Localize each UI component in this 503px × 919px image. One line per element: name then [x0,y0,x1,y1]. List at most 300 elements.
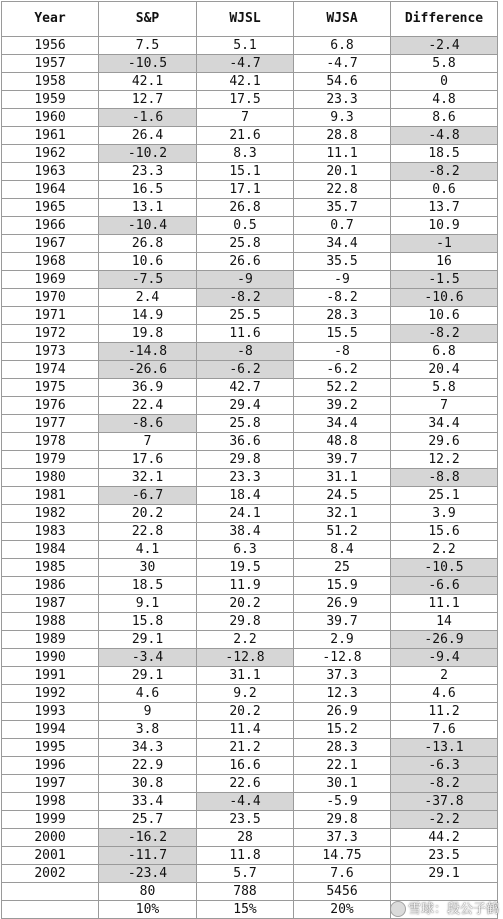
cell-sp: 16.5 [99,181,197,199]
cell-sp: 4.6 [99,685,197,703]
cell-sp: 80 [99,883,197,901]
cell-wjsa: 32.1 [294,505,391,523]
table-row [2,343,498,361]
cell-wjsa: 2.9 [294,631,391,649]
cell-wjsl: 24.1 [197,505,294,523]
cell-wjsl: 36.6 [197,433,294,451]
cell-sp: -10.5 [99,55,197,73]
table-row [2,253,498,271]
cell-year: 1986 [2,577,99,595]
cell-wjsl: 25.8 [197,415,294,433]
cell-difference: -2.2 [391,811,498,829]
cell-difference: 34.4 [391,415,498,433]
cell-wjsa: 28.3 [294,739,391,757]
header-year: Year [2,2,99,37]
cell-year: 1994 [2,721,99,739]
cell-wjsa: 52.2 [294,379,391,397]
table-row [2,505,498,523]
cell-wjsa: 25 [294,559,391,577]
cell-wjsl: -8 [197,343,294,361]
cell-year: 1977 [2,415,99,433]
cell-wjsa: 15.5 [294,325,391,343]
table-row [2,649,498,667]
cell-difference: 2 [391,667,498,685]
cell-year: 1968 [2,253,99,271]
cell-wjsa: -12.8 [294,649,391,667]
table-row [2,523,498,541]
cell-difference: -1.5 [391,271,498,289]
cell-sp: 15.8 [99,613,197,631]
cell-difference: 16 [391,253,498,271]
table-row [2,595,498,613]
cell-wjsl: 11.4 [197,721,294,739]
cell-wjsl: 20.2 [197,703,294,721]
cell-wjsl: 20.2 [197,595,294,613]
cell-wjsa: 23.3 [294,91,391,109]
cell-sp: 2.4 [99,289,197,307]
cell-sp: 32.1 [99,469,197,487]
cell-wjsl: 23.5 [197,811,294,829]
cell-sp: 42.1 [99,73,197,91]
cell-wjsl: 17.1 [197,181,294,199]
cell-sp: 22.9 [99,757,197,775]
table-row [2,469,498,487]
cell-sp: 36.9 [99,379,197,397]
header-wjsl: WJSL [197,2,294,37]
cell-sp: -7.5 [99,271,197,289]
cell-sp: -26.6 [99,361,197,379]
header-difference: Difference [391,2,498,37]
cell-wjsa: 15.2 [294,721,391,739]
cell-wjsl: 42.7 [197,379,294,397]
cell-sp: 26.8 [99,235,197,253]
cell-year: 2001 [2,847,99,865]
header-wjsa: WJSA [294,2,391,37]
cell-sp: 18.5 [99,577,197,595]
cell-wjsa: 20% [294,901,391,919]
cell-wjsa: 35.5 [294,253,391,271]
cell-wjsa: 39.2 [294,397,391,415]
cell-wjsl: 5.7 [197,865,294,883]
cell-year [2,901,99,919]
cell-year: 1991 [2,667,99,685]
cell-wjsl: 29.4 [197,397,294,415]
cell-difference: 11.1 [391,595,498,613]
cell-sp: 17.6 [99,451,197,469]
cell-difference: 3.9 [391,505,498,523]
cell-wjsa: 22.8 [294,181,391,199]
cell-wjsa: 8.4 [294,541,391,559]
cell-year: 1987 [2,595,99,613]
cell-wjsl: 11.9 [197,577,294,595]
cell-difference: -10.6 [391,289,498,307]
cell-sp: -23.4 [99,865,197,883]
cell-difference: 14 [391,613,498,631]
cell-wjsa: -8 [294,343,391,361]
cell-wjsl: -4.4 [197,793,294,811]
cell-sp: 33.4 [99,793,197,811]
table-row [2,577,498,595]
table-row [2,415,498,433]
cell-wjsl: -8.2 [197,289,294,307]
cell-difference: 4.6 [391,685,498,703]
cell-sp: 10.6 [99,253,197,271]
cell-sp: -11.7 [99,847,197,865]
cell-sp: 4.1 [99,541,197,559]
cell-year: 1975 [2,379,99,397]
table-row [2,631,498,649]
cell-wjsa: 14.75 [294,847,391,865]
cell-difference: -8.2 [391,325,498,343]
cell-wjsl: 28 [197,829,294,847]
cell-difference: 23.5 [391,847,498,865]
cell-wjsl: -12.8 [197,649,294,667]
cell-sp: -3.4 [99,649,197,667]
cell-wjsa: 39.7 [294,613,391,631]
table-row [2,91,498,109]
cell-wjsl: 42.1 [197,73,294,91]
cell-year: 1992 [2,685,99,703]
cell-wjsa: 26.9 [294,703,391,721]
cell-sp: 12.7 [99,91,197,109]
cell-difference: -8.2 [391,775,498,793]
table-row [2,703,498,721]
cell-wjsl: 11.6 [197,325,294,343]
cell-sp: 9.1 [99,595,197,613]
cell-year: 1993 [2,703,99,721]
cell-year: 1972 [2,325,99,343]
cell-wjsl: 8.3 [197,145,294,163]
cell-difference: 10.9 [391,217,498,235]
cell-wjsa: 37.3 [294,829,391,847]
table-row [2,109,498,127]
cell-wjsl: 16.6 [197,757,294,775]
table-row [2,721,498,739]
cell-difference: 44.2 [391,829,498,847]
cell-difference: 7 [391,397,498,415]
cell-year: 1970 [2,289,99,307]
table-row [2,217,498,235]
cell-wjsl: 11.8 [197,847,294,865]
cell-wjsa: 28.3 [294,307,391,325]
cell-difference: -10.5 [391,559,498,577]
cell-wjsa: 28.8 [294,127,391,145]
cell-difference: 15.6 [391,523,498,541]
cell-wjsa: 24.5 [294,487,391,505]
cell-wjsl: 788 [197,883,294,901]
cell-wjsl: 29.8 [197,613,294,631]
cell-difference: 13.7 [391,199,498,217]
cell-wjsl: 18.4 [197,487,294,505]
cell-difference: 5.8 [391,379,498,397]
cell-year: 1967 [2,235,99,253]
cell-year: 1973 [2,343,99,361]
cell-year: 1966 [2,217,99,235]
cell-sp: -6.7 [99,487,197,505]
cell-wjsa: -9 [294,271,391,289]
header-sp: S&P [99,2,197,37]
cell-difference: 25.1 [391,487,498,505]
cell-wjsl: -6.2 [197,361,294,379]
cell-wjsa: -5.9 [294,793,391,811]
cell-year: 1976 [2,397,99,415]
cell-year: 2000 [2,829,99,847]
cell-difference: 29.6 [391,433,498,451]
cell-difference: 12.2 [391,451,498,469]
table-row [2,793,498,811]
cell-wjsl: 5.1 [197,37,294,55]
cell-year: 1974 [2,361,99,379]
cell-wjsl: 9.2 [197,685,294,703]
cell-year: 1982 [2,505,99,523]
cell-wjsa: 15.9 [294,577,391,595]
table-row [2,829,498,847]
cell-difference: 0 [391,73,498,91]
cell-year: 1980 [2,469,99,487]
cell-year: 1989 [2,631,99,649]
cell-sp: 13.1 [99,199,197,217]
table-row [2,127,498,145]
cell-wjsl: 31.1 [197,667,294,685]
table-row [2,757,498,775]
watermark [390,898,499,918]
cell-wjsa: 35.7 [294,199,391,217]
cell-wjsl: 29.8 [197,451,294,469]
cell-year: 1978 [2,433,99,451]
cell-wjsa: 22.1 [294,757,391,775]
cell-sp: 20.2 [99,505,197,523]
table-row [2,73,498,91]
cell-sp: 7 [99,433,197,451]
cell-wjsa: 37.3 [294,667,391,685]
cell-sp: 30.8 [99,775,197,793]
cell-wjsa: 5456 [294,883,391,901]
table-row [2,307,498,325]
cell-sp: 10% [99,901,197,919]
table-row [2,613,498,631]
cell-difference: 8.6 [391,109,498,127]
table-row [2,865,498,883]
cell-year [2,883,99,901]
cell-wjsa: 48.8 [294,433,391,451]
cell-wjsl: 26.6 [197,253,294,271]
cell-wjsa: 39.7 [294,451,391,469]
cell-sp: 23.3 [99,163,197,181]
cell-sp: 19.8 [99,325,197,343]
cell-sp: 22.4 [99,397,197,415]
watermark-text: 雪球：段公子鹤 [407,901,499,917]
snowball-logo-icon [390,901,406,917]
cell-wjsa: 31.1 [294,469,391,487]
table-row [2,685,498,703]
cell-year: 1983 [2,523,99,541]
cell-difference: 29.1 [391,865,498,883]
cell-difference: -6.6 [391,577,498,595]
cell-wjsa: 20.1 [294,163,391,181]
table-row [2,37,498,55]
returns-table [1,1,498,919]
cell-year: 1996 [2,757,99,775]
cell-sp: 14.9 [99,307,197,325]
cell-wjsa: 34.4 [294,235,391,253]
cell-year: 1964 [2,181,99,199]
cell-wjsl: 2.2 [197,631,294,649]
cell-sp: -8.6 [99,415,197,433]
cell-year: 1958 [2,73,99,91]
cell-difference: -6.3 [391,757,498,775]
cell-wjsl: 6.3 [197,541,294,559]
cell-sp: 9 [99,703,197,721]
table-row [2,667,498,685]
cell-year: 1979 [2,451,99,469]
table-row [2,811,498,829]
cell-wjsl: 25.8 [197,235,294,253]
cell-wjsa: -4.7 [294,55,391,73]
cell-wjsl: 38.4 [197,523,294,541]
cell-wjsa: 6.8 [294,37,391,55]
cell-difference: -8.8 [391,469,498,487]
cell-wjsa: -6.2 [294,361,391,379]
cell-difference: 4.8 [391,91,498,109]
cell-wjsl: 7 [197,109,294,127]
cell-sp: 7.5 [99,37,197,55]
cell-wjsl: 23.3 [197,469,294,487]
table-row [2,145,498,163]
cell-wjsl: 25.5 [197,307,294,325]
cell-wjsl: 15% [197,901,294,919]
cell-sp: 30 [99,559,197,577]
cell-wjsa: 51.2 [294,523,391,541]
cell-difference: -26.9 [391,631,498,649]
cell-year: 1981 [2,487,99,505]
cell-difference: 2.2 [391,541,498,559]
cell-year: 1998 [2,793,99,811]
cell-sp: 25.7 [99,811,197,829]
cell-wjsa: -8.2 [294,289,391,307]
cell-sp: 3.8 [99,721,197,739]
cell-difference: 18.5 [391,145,498,163]
header-row [2,2,498,37]
cell-sp: 29.1 [99,667,197,685]
cell-year: 1990 [2,649,99,667]
cell-wjsl: 17.5 [197,91,294,109]
cell-year: 1995 [2,739,99,757]
cell-sp: 34.3 [99,739,197,757]
cell-wjsl: 15.1 [197,163,294,181]
cell-sp: 22.8 [99,523,197,541]
cell-year: 1959 [2,91,99,109]
cell-wjsa: 7.6 [294,865,391,883]
cell-wjsl: -9 [197,271,294,289]
cell-difference: 20.4 [391,361,498,379]
cell-year: 1985 [2,559,99,577]
cell-wjsl: 26.8 [197,199,294,217]
cell-year: 1984 [2,541,99,559]
cell-sp: -10.2 [99,145,197,163]
cell-wjsl: 21.2 [197,739,294,757]
cell-wjsa: 29.8 [294,811,391,829]
cell-sp: -16.2 [99,829,197,847]
table-row [2,235,498,253]
cell-year: 1956 [2,37,99,55]
cell-difference: -8.2 [391,163,498,181]
cell-wjsl: 21.6 [197,127,294,145]
table-row [2,199,498,217]
cell-difference: -13.1 [391,739,498,757]
cell-sp: -14.8 [99,343,197,361]
table-row [2,361,498,379]
cell-difference: -1 [391,235,498,253]
cell-sp: -1.6 [99,109,197,127]
cell-wjsa: 30.1 [294,775,391,793]
cell-wjsa: 9.3 [294,109,391,127]
cell-year: 2002 [2,865,99,883]
cell-year: 1999 [2,811,99,829]
cell-wjsa: 11.1 [294,145,391,163]
table-row [2,847,498,865]
cell-wjsa: 54.6 [294,73,391,91]
cell-difference: 6.8 [391,343,498,361]
cell-year: 1965 [2,199,99,217]
cell-difference: 11.2 [391,703,498,721]
table-row [2,775,498,793]
cell-wjsa: 0.7 [294,217,391,235]
table-body [2,37,498,919]
cell-difference: -2.4 [391,37,498,55]
table-row [2,325,498,343]
cell-difference: 0.6 [391,181,498,199]
table-row [2,541,498,559]
cell-sp: 29.1 [99,631,197,649]
cell-year: 1988 [2,613,99,631]
cell-difference: 7.6 [391,721,498,739]
cell-year: 1963 [2,163,99,181]
table-row [2,487,498,505]
cell-wjsl: 0.5 [197,217,294,235]
cell-sp: -10.4 [99,217,197,235]
table-row [2,289,498,307]
cell-year: 1997 [2,775,99,793]
cell-wjsl: -4.7 [197,55,294,73]
cell-wjsl: 19.5 [197,559,294,577]
cell-sp: 26.4 [99,127,197,145]
table-row [2,163,498,181]
cell-wjsa: 34.4 [294,415,391,433]
cell-year: 1969 [2,271,99,289]
cell-year: 1971 [2,307,99,325]
table-row [2,559,498,577]
cell-wjsa: 12.3 [294,685,391,703]
cell-wjsl: 22.6 [197,775,294,793]
cell-difference: -37.8 [391,793,498,811]
table-row [2,181,498,199]
table-row [2,397,498,415]
table-row [2,451,498,469]
cell-year: 1957 [2,55,99,73]
cell-difference: 5.8 [391,55,498,73]
table-row [2,55,498,73]
cell-year: 1961 [2,127,99,145]
cell-difference: 10.6 [391,307,498,325]
cell-difference: -9.4 [391,649,498,667]
cell-year: 1962 [2,145,99,163]
cell-wjsa: 26.9 [294,595,391,613]
table-row [2,433,498,451]
table-row [2,739,498,757]
cell-year: 1960 [2,109,99,127]
table-row [2,379,498,397]
cell-difference: -4.8 [391,127,498,145]
